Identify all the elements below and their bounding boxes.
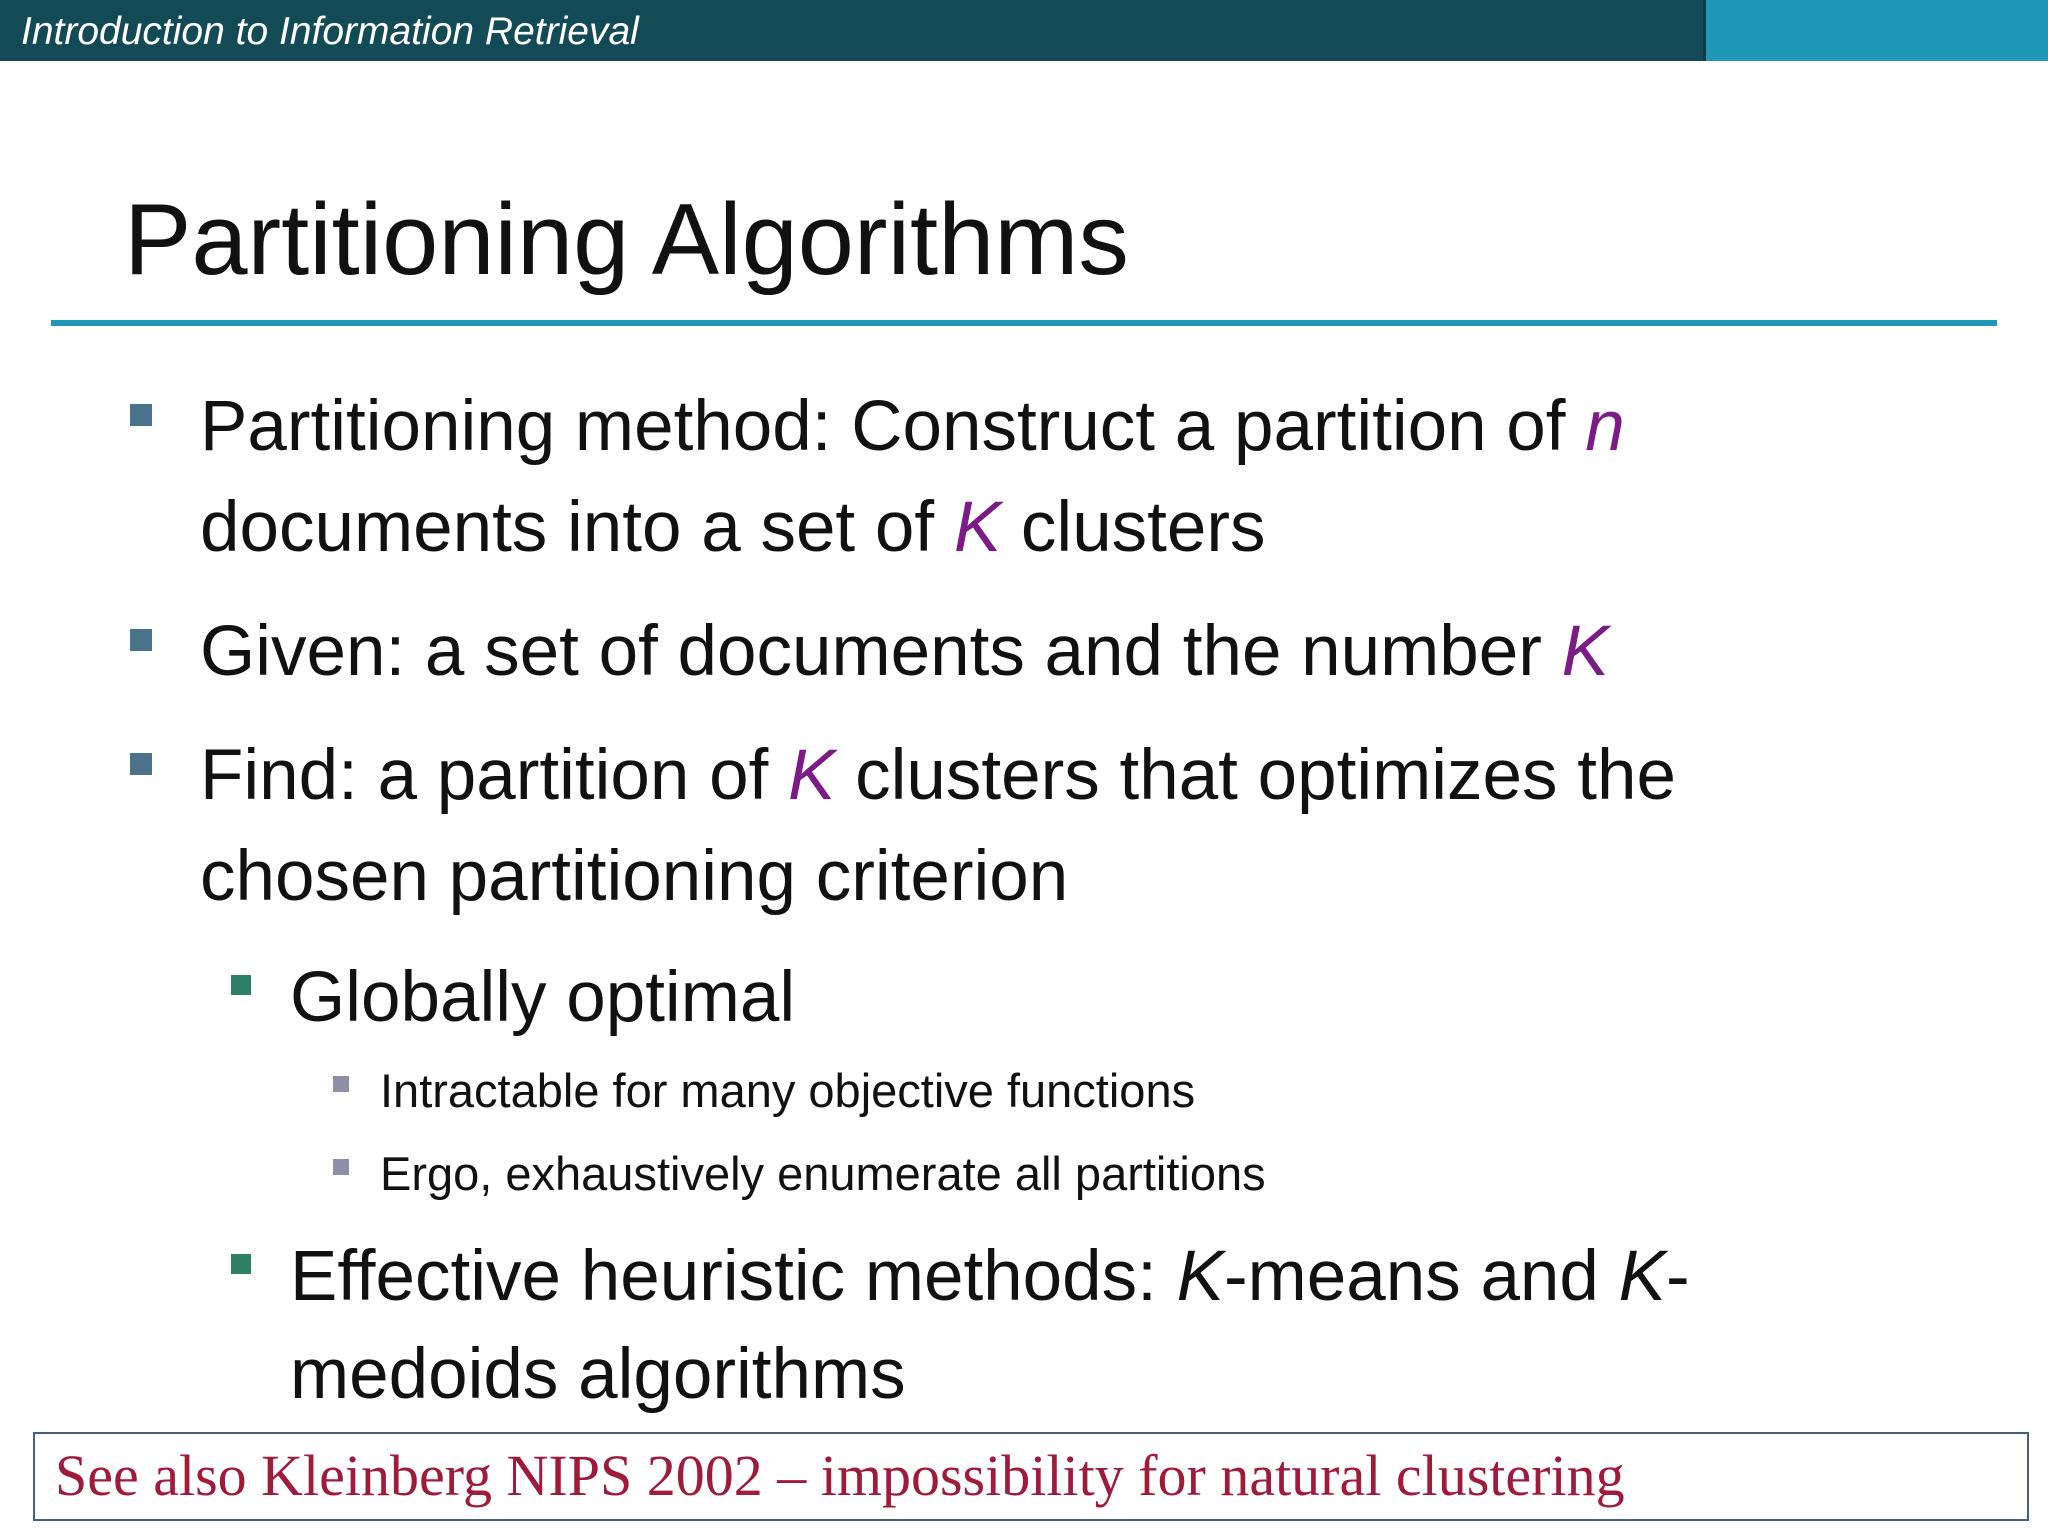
bullet-partitioning-method-cont bbox=[200, 477, 1266, 578]
bullet-square-icon bbox=[130, 753, 152, 775]
subbullet-heuristic-methods bbox=[290, 1226, 1690, 1327]
subsubbullet-ergo bbox=[380, 1133, 1266, 1215]
bullet-text: Partitioning method: Construct a partition of bbox=[200, 387, 1586, 466]
bullet-square-icon bbox=[130, 629, 152, 651]
bullet-square-icon bbox=[333, 1159, 349, 1175]
bullet-square-icon bbox=[130, 404, 152, 426]
bullet-text: Find: a partition of bbox=[200, 736, 789, 815]
bullet-text: clusters bbox=[1001, 488, 1266, 567]
variable-k: K bbox=[788, 736, 836, 815]
bullet-text: documents into a set of bbox=[200, 488, 954, 567]
header-accent-block bbox=[1706, 0, 2048, 61]
variable-k: K bbox=[1618, 1237, 1666, 1316]
footer-note: See also Kleinberg NIPS 2002 – impossibility for natural clustering bbox=[55, 1443, 1625, 1508]
bullet-partitioning-method bbox=[200, 376, 1625, 477]
bullet-text: Globally optimal bbox=[290, 958, 796, 1037]
bullet-find bbox=[200, 725, 1676, 826]
bullet-text: clusters that optimizes the bbox=[835, 736, 1676, 815]
variable-k: K bbox=[1176, 1237, 1224, 1316]
bullet-text: Effective heuristic methods: bbox=[290, 1237, 1177, 1316]
variable-k: K bbox=[953, 488, 1002, 567]
bullet-square-icon bbox=[231, 1254, 251, 1274]
subbullet-heuristic-methods-cont bbox=[290, 1324, 906, 1425]
bullet-text: -means and bbox=[1223, 1237, 1619, 1316]
subsubbullet-intractable bbox=[380, 1050, 1195, 1132]
footer-note-box bbox=[33, 1432, 2029, 1521]
bullet-square-icon bbox=[333, 1076, 349, 1092]
bullet-text: chosen partitioning criterion bbox=[200, 837, 1069, 916]
bullet-find-cont bbox=[200, 826, 1068, 927]
course-title: Introduction to Information Retrieval bbox=[21, 10, 639, 53]
variable-k: K bbox=[1561, 612, 1609, 691]
bullet-square-icon bbox=[231, 975, 251, 995]
title-underline bbox=[51, 320, 1997, 326]
bullet-text: medoids algorithms bbox=[290, 1335, 906, 1414]
bullet-given bbox=[200, 601, 1609, 702]
bullet-text: Ergo, exhaustively enumerate all partitions bbox=[380, 1147, 1266, 1200]
slide-title: Partitioning Algorithms bbox=[124, 184, 1129, 296]
subbullet-globally-optimal bbox=[290, 947, 795, 1048]
variable-n: n bbox=[1585, 387, 1625, 466]
bullet-text: - bbox=[1666, 1237, 1690, 1316]
bullet-text: Given: a set of documents and the number bbox=[200, 612, 1562, 691]
bullet-text: Intractable for many objective functions bbox=[380, 1064, 1196, 1117]
